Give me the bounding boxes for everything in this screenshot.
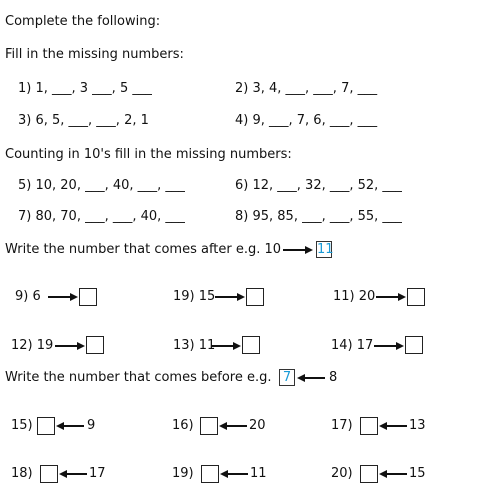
left-arrow-icon (56, 421, 86, 431)
question-7: 7) 80, 70, ___, ___, 40, ___ (18, 209, 185, 224)
item-number: 18) (11, 466, 33, 481)
item-number: 15) (11, 418, 33, 433)
item-value: 11 (250, 466, 267, 481)
left-arrow-icon (379, 469, 409, 479)
left-arrow-icon (220, 469, 250, 479)
item-number: 19) (172, 466, 194, 481)
example-before-value: 8 (329, 370, 338, 385)
answer-box[interactable] (79, 288, 97, 306)
question-6: 6) 12, ___, 32, ___, 52, ___ (235, 178, 402, 193)
right-arrow-icon (374, 341, 404, 351)
left-arrow-icon (297, 373, 327, 383)
answer-box[interactable] (40, 465, 58, 483)
answer-box[interactable] (405, 336, 423, 354)
item-number: 20) (331, 466, 353, 481)
answer-box[interactable] (200, 417, 218, 435)
example-before-answer: 7 (279, 369, 295, 386)
answer-box[interactable] (37, 417, 55, 435)
item-label: 19) 15 (173, 289, 216, 304)
answer-box[interactable] (86, 336, 104, 354)
right-arrow-icon (211, 341, 241, 351)
item-value: 15 (409, 466, 426, 481)
left-arrow-icon (59, 469, 89, 479)
right-arrow-icon (48, 292, 78, 302)
item-value: 20 (249, 418, 266, 433)
item-value: 17 (89, 466, 106, 481)
answer-box[interactable] (407, 288, 425, 306)
question-1: 1) 1, ___, 3 ___, 5 ___ (18, 81, 152, 96)
example-after-answer: 11 (317, 242, 334, 257)
item-number: 17) (331, 418, 353, 433)
answer-box[interactable] (360, 417, 378, 435)
question-4: 4) 9, ___, 7, 6, ___, ___ (235, 113, 378, 128)
right-arrow-icon (55, 341, 85, 351)
answer-box[interactable] (360, 465, 378, 483)
question-2: 2) 3, 4, ___, ___, 7, ___ (235, 81, 378, 96)
item-label: 14) 17 (331, 338, 374, 353)
right-arrow-icon (215, 292, 245, 302)
item-label: 12) 19 (11, 338, 54, 353)
worksheet-title: Complete the following: (5, 14, 161, 29)
item-value: 9 (87, 418, 96, 433)
item-number: 16) (172, 418, 194, 433)
section4-heading: Write the number that comes before e.g. (5, 370, 272, 385)
left-arrow-icon (219, 421, 249, 431)
item-value: 13 (409, 418, 426, 433)
item-label: 11) 20 (333, 289, 376, 304)
right-arrow-icon (376, 292, 406, 302)
section1-heading: Fill in the missing numbers: (5, 47, 184, 62)
left-arrow-icon (379, 421, 409, 431)
question-8: 8) 95, 85, ___, ___, 55, ___ (235, 209, 402, 224)
item-label: 9) 6 (15, 289, 41, 304)
section2-heading: Counting in 10's fill in the missing numbers: (5, 147, 292, 162)
question-3: 3) 6, 5, ___, ___, 2, 1 (18, 113, 149, 128)
right-arrow-icon (283, 245, 313, 255)
item-label: 13) 11 (173, 338, 216, 353)
answer-box[interactable] (246, 288, 264, 306)
section3-heading: Write the number that comes after e.g. 10 (5, 242, 282, 257)
question-5: 5) 10, 20, ___, 40, ___, ___ (18, 178, 185, 193)
answer-box[interactable] (242, 336, 260, 354)
answer-box[interactable] (201, 465, 219, 483)
